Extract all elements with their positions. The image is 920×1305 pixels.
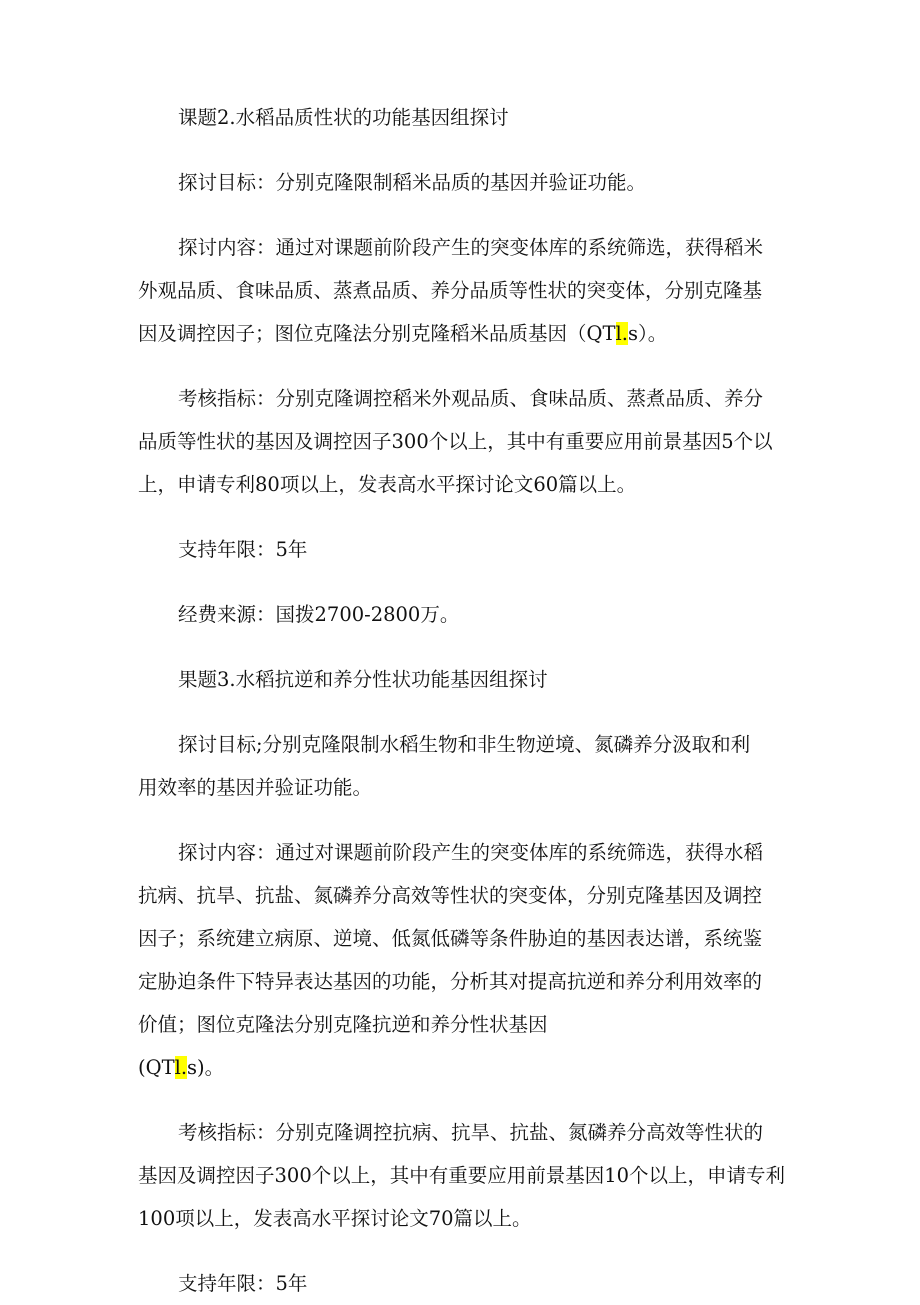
content-line: 探讨内容：通过对课题前阶段产生的突变体库的系统筛选，获得稻米	[178, 236, 764, 259]
kpi-line: 考核指标：分别克隆调控稻米外观品质、食味品质、蒸煮品质、养分	[178, 387, 764, 410]
section-title-3: 果题3.水稻抗逆和养分性状功能基因组探讨	[178, 668, 548, 691]
content-line: 外观品质、食味品质、蒸煮品质、养分品质等性状的突变体，分别克隆基	[138, 279, 763, 302]
kpi-paragraph-3	[138, 1111, 786, 1240]
content-text: (QT	[138, 1056, 175, 1079]
content-paragraph-3	[138, 831, 786, 1089]
kpi-paragraph-2	[138, 377, 786, 506]
document-body	[138, 96, 786, 1305]
highlighted-text: l.	[615, 322, 628, 345]
highlighted-text: l.	[174, 1056, 188, 1079]
support-years-3: 支持年限：5年	[178, 1272, 308, 1295]
goal-line: 用效率的基因并验证功能。	[138, 776, 373, 799]
content-text: s）。	[627, 322, 668, 345]
content-line: 价值；图位克隆法分别克隆抗逆和养分性状基因	[138, 1013, 548, 1036]
goal-line: 探讨目标;分别克隆限制水稻生物和非生物逆境、氮磷养分汲取和利	[178, 733, 751, 756]
kpi-line: 基因及调控因子300个以上，其中有重要应用前景基因10个以上，申请专利	[138, 1164, 786, 1187]
goal-paragraph-2: 探讨目标：分别克隆限制稻米品质的基因并验证功能。	[178, 171, 647, 194]
content-line: 探讨内容：通过对课题前阶段产生的突变体库的系统筛选，获得水稻	[178, 841, 764, 864]
content-line: 定胁迫条件下特异表达基因的功能，分析其对提高抗逆和养分利用效率的	[138, 970, 763, 993]
goal-paragraph-3	[138, 723, 786, 809]
kpi-line: 100项以上，发表高水平探讨论文70篇以上。	[138, 1207, 532, 1230]
content-line: 因子；系统建立病原、逆境、低氮低磷等条件胁迫的基因表达谱，系统鉴	[138, 927, 763, 950]
funding-source-2: 经费来源：国拨2700-2800万。	[178, 603, 460, 626]
content-paragraph-2	[138, 226, 786, 355]
kpi-line: 上，申请专利80项以上，发表高水平探讨论文60篇以上。	[138, 473, 637, 496]
content-line	[138, 312, 786, 355]
content-line	[138, 1046, 786, 1089]
content-text: s)。	[187, 1056, 225, 1079]
section-title-2: 课题2.水稻品质性状的功能基因组探讨	[178, 106, 509, 129]
content-text: 因及调控因子；图位克隆法分别克隆稻米品质基因（QT	[138, 322, 616, 345]
kpi-line: 考核指标：分别克隆调控抗病、抗旱、抗盐、氮磷养分高效等性状的	[178, 1121, 764, 1144]
support-years-2: 支持年限：5年	[178, 538, 308, 561]
content-line: 抗病、抗旱、抗盐、氮磷养分高效等性状的突变体，分别克隆基因及调控	[138, 884, 763, 907]
kpi-line: 品质等性状的基因及调控因子300个以上，其中有重要应用前景基因5个以	[138, 430, 773, 453]
